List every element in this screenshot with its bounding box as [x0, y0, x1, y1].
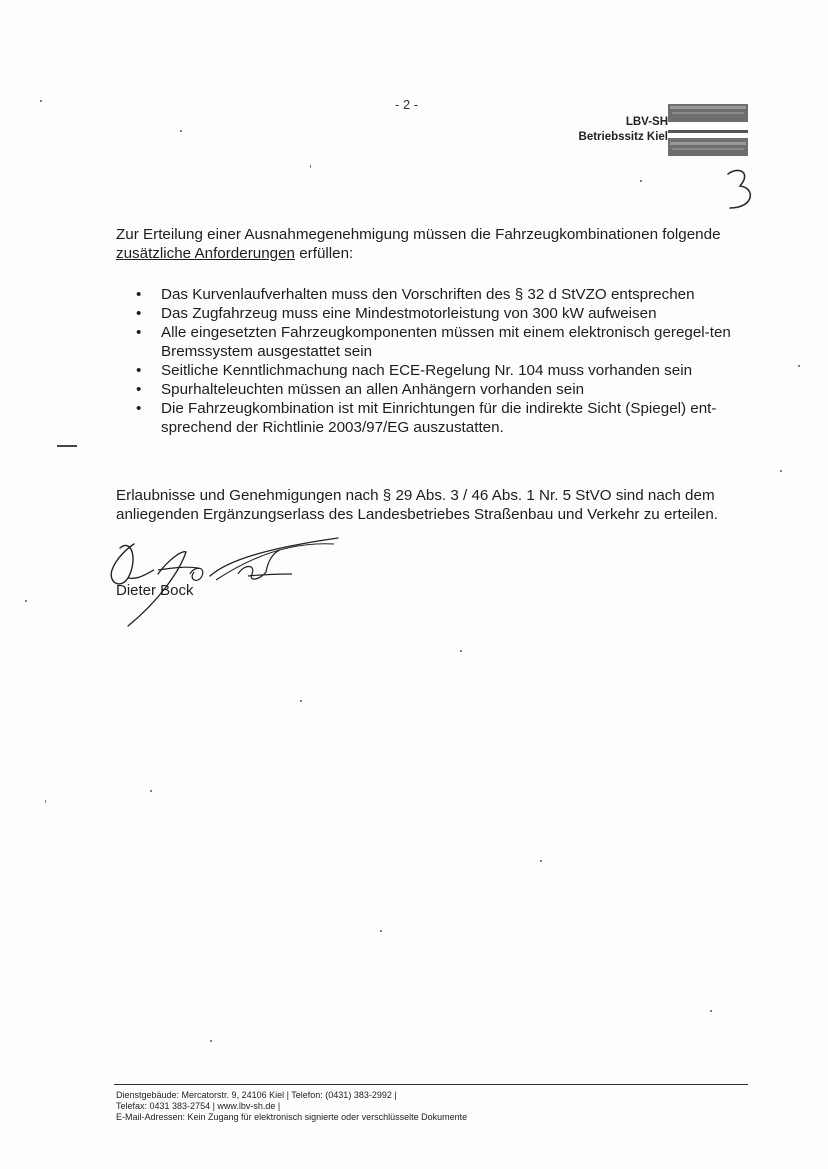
bullet-icon: •	[136, 286, 142, 303]
scan-speck	[210, 1040, 212, 1042]
requirements-list	[116, 285, 756, 437]
intro-text: Zur Erteilung einer Ausnahmegenehmigung müssen die Fahrzeugkombinationen folgende	[116, 226, 721, 243]
list-item	[116, 399, 756, 437]
scan-speck	[540, 860, 542, 862]
org-name: LBV-SH	[625, 116, 668, 128]
scan-speck	[45, 800, 46, 803]
list-item-text: Seitliche Kenntlichmachung nach ECE-Regelung Nr. 104 muss vorhanden sein	[161, 362, 693, 379]
bullet-icon: •	[136, 381, 142, 398]
bullet-icon: •	[136, 362, 142, 379]
list-item	[116, 304, 756, 323]
scan-speck	[780, 470, 782, 472]
footer-divider	[114, 1084, 748, 1085]
footer-address: Dienstgebäude: Mercatorstr. 9, 24106 Kiel | Telefon: (0431) 383-2992 |	[116, 1090, 397, 1100]
intro-suffix: erfüllen:	[295, 245, 354, 262]
scan-speck	[25, 600, 27, 602]
scan-speck	[380, 930, 382, 932]
scan-speck	[180, 130, 182, 132]
scan-speck	[150, 790, 152, 792]
bullet-icon: •	[136, 305, 142, 322]
list-item	[116, 323, 756, 361]
scan-speck	[710, 1010, 712, 1012]
org-office: Betriebssitz Kiel	[578, 131, 668, 143]
signature-icon	[98, 530, 348, 630]
list-item-text: Alle eingesetzten Fahrzeugkomponenten müssen mit einem elektronisch geregel-ten Bremssystem ausgestattet sein	[161, 324, 731, 360]
margin-dash	[57, 445, 77, 447]
list-item-text: Das Kurvenlaufverhalten muss den Vorschriften des § 32 d StVZO entsprechen	[161, 286, 695, 303]
handwritten-page-mark	[722, 168, 758, 214]
scan-speck	[640, 180, 642, 182]
intro-underlined-text: zusätzliche Anforderungen	[116, 245, 295, 262]
org-block	[579, 115, 668, 145]
footer	[116, 1090, 467, 1123]
scan-speck	[310, 165, 311, 168]
signer-name: Dieter Bock	[116, 582, 194, 599]
list-item-text: Das Zugfahrzeug muss eine Mindestmotorleistung von 300 kW aufweisen	[161, 305, 657, 322]
bullet-icon: •	[136, 324, 142, 341]
list-item	[116, 361, 756, 380]
list-item-text: Die Fahrzeugkombination ist mit Einrichtungen für die indirekte Sicht (Spiegel) ent-sprechend der Richtlinie 2003/97/EG auszustatten.	[161, 400, 717, 436]
page-number: - 2 -	[395, 97, 419, 112]
list-item	[116, 380, 756, 399]
letter-body	[116, 225, 756, 524]
scan-speck	[460, 650, 462, 652]
list-item	[116, 285, 756, 304]
scan-speck	[40, 100, 42, 102]
lbv-logo-icon	[668, 104, 748, 160]
scan-speck	[798, 365, 800, 367]
permits-paragraph: Erlaubnisse und Genehmigungen nach § 29 Abs. 3 / 46 Abs. 1 Nr. 5 StVO sind nach dem anliegenden Ergänzungserlass des Landesbetriebes Straßenbau und Verkehr zu erteilen.	[116, 487, 718, 523]
bullet-icon: •	[136, 400, 142, 417]
footer-email-note: E-Mail-Adressen: Kein Zugang für elektronisch signierte oder verschlüsselte Dokumente	[116, 1112, 468, 1122]
scan-speck	[300, 700, 302, 702]
list-item-text: Spurhalteleuchten müssen an allen Anhängern vorhanden sein	[161, 381, 585, 398]
intro-paragraph	[116, 225, 756, 263]
footer-fax-web: Telefax: 0431 383-2754 | www.lbv-sh.de |	[116, 1101, 281, 1111]
